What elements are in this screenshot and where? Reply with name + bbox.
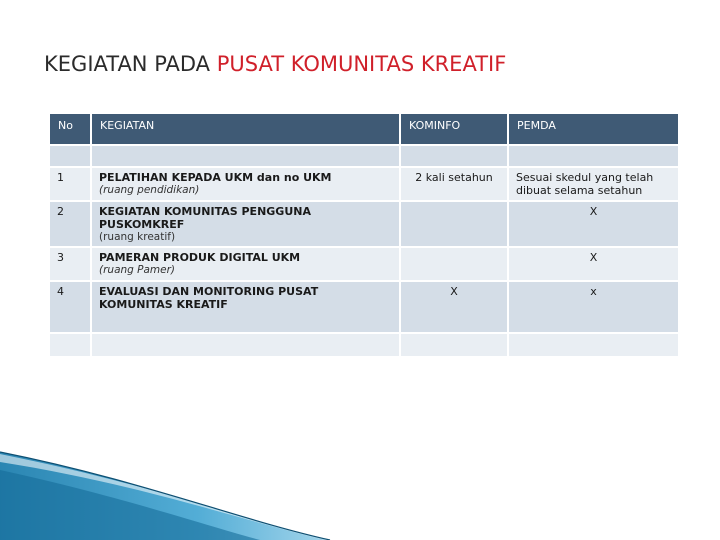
row-kominfo: 2 kali setahun [400, 167, 508, 201]
title-prefix: KEGIATAN PADA [44, 52, 217, 76]
row-kominfo: X [400, 281, 508, 333]
row-pemda: X [508, 247, 679, 281]
spacer-row [49, 145, 679, 167]
header-row [49, 113, 679, 145]
decorative-wave [0, 440, 720, 540]
header-kegiatan: KEGIATAN [91, 113, 400, 145]
empty-cell [400, 333, 508, 357]
kegiatan-note: (ruang pendidikan) [99, 184, 200, 196]
header-kominfo: KOMINFO [400, 113, 508, 145]
row-kegiatan [91, 201, 400, 247]
row-kominfo [400, 247, 508, 281]
table-row [49, 281, 679, 333]
empty-cell [49, 145, 91, 167]
slide-title [44, 52, 506, 76]
kegiatan-name: EVALUASI DAN MONITORING PUSAT KOMUNITAS KREATIF [99, 285, 319, 311]
row-no: 1 [49, 167, 91, 201]
empty-cell [91, 333, 400, 357]
empty-cell [508, 333, 679, 357]
row-no: 4 [49, 281, 91, 333]
empty-cell [49, 333, 91, 357]
row-pemda: x [508, 281, 679, 333]
header-no: No [49, 113, 91, 145]
table-row [49, 247, 679, 281]
empty-cell [400, 145, 508, 167]
row-pemda: Sesuai skedul yang telah dibuat selama setahun [508, 167, 679, 201]
header-pemda: PEMDA [508, 113, 679, 145]
empty-cell [508, 145, 679, 167]
row-kominfo [400, 201, 508, 247]
empty-row [49, 333, 679, 357]
row-pemda: X [508, 201, 679, 247]
row-no: 2 [49, 201, 91, 247]
title-highlight: PUSAT KOMUNITAS KREATIF [216, 52, 507, 76]
kegiatan-name: KEGIATAN KOMUNITAS PENGGUNA PUSKOMKREF [99, 205, 311, 231]
row-kegiatan [91, 281, 400, 333]
row-kegiatan [91, 247, 400, 281]
kegiatan-note: (ruang Pamer) [99, 264, 176, 276]
activity-table [48, 112, 680, 358]
kegiatan-note: (ruang kreatif) [99, 231, 176, 243]
row-no: 3 [49, 247, 91, 281]
table-row [49, 167, 679, 201]
row-kegiatan [91, 167, 400, 201]
kegiatan-name: PELATIHAN KEPADA UKM dan no UKM [99, 171, 332, 184]
kegiatan-name: PAMERAN PRODUK DIGITAL UKM [99, 251, 301, 264]
table-row [49, 201, 679, 247]
empty-cell [91, 145, 400, 167]
